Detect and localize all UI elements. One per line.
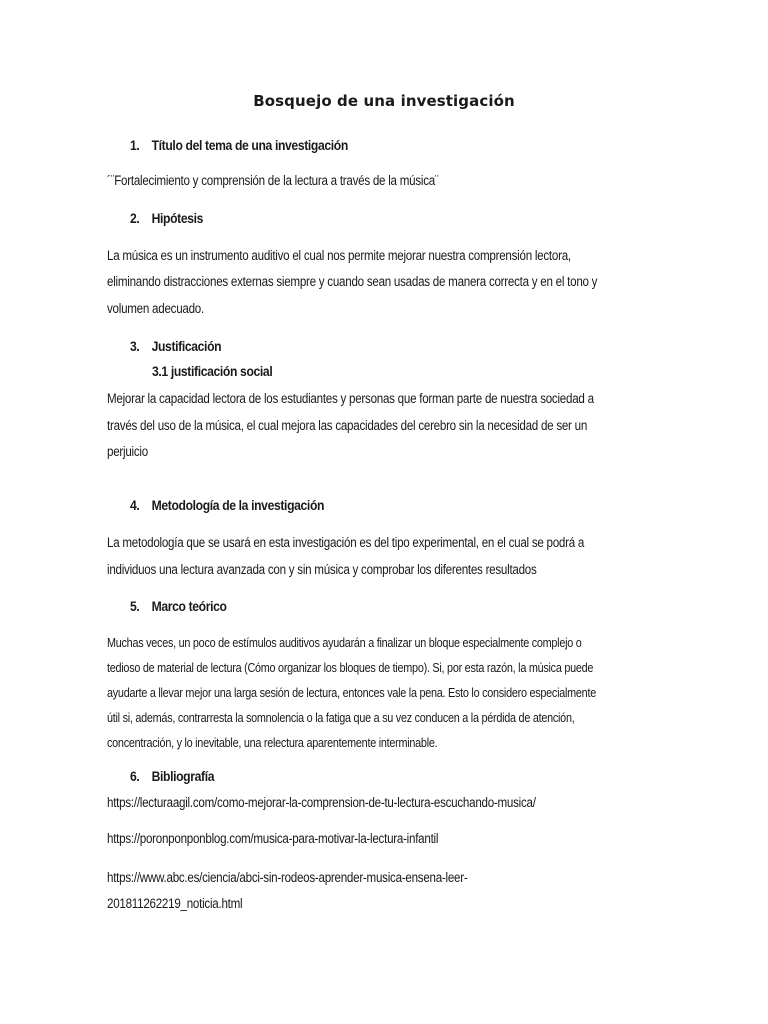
topic-title-line: ´¨Fortalecimiento y comprensión de la lectura a través de la música¨ — [107, 173, 439, 188]
framework-line: tedioso de material de lectura (Cómo organizar los bloques de tiempo). Si, por esta razón, la música puede — [107, 661, 594, 675]
bibliography-link[interactable]: https://poronponponblog.com/musica-para-motivar-la-lectura-infantil — [107, 831, 439, 846]
section-number: 1. — [130, 138, 140, 153]
hypothesis-line: volumen adecuado. — [107, 301, 204, 316]
section-heading-2 — [130, 211, 203, 226]
section-number: 3. — [130, 339, 140, 354]
section-heading-5 — [130, 599, 227, 614]
hypothesis-line: eliminando distracciones externas siempre y cuando sean usadas de manera correcta y en el tono y — [107, 274, 598, 289]
methodology-line: La metodología que se usará en esta investigación es del tipo experimental, en el cual se podrá a — [107, 535, 585, 550]
justification-line: Mejorar la capacidad lectora de los estudiantes y personas que forman parte de nuestra sociedad a — [107, 391, 594, 406]
framework-line: útil si, además, contrarresta la somnolencia o la fatiga que a su vez conducen a la pérdida de atención, — [107, 711, 575, 725]
section-heading-label: Metodología de la investigación — [151, 498, 325, 513]
justification-line: través del uso de la música, el cual mejora las capacidades del cerebro sin la necesidad de ser un — [107, 418, 588, 433]
section-number: 6. — [130, 769, 140, 784]
bibliography-link[interactable]: https://www.abc.es/ciencia/abci-sin-rodeos-aprender-musica-ensena-leer- — [107, 870, 468, 885]
justification-subheading: 3.1 justificación social — [152, 364, 273, 379]
section-heading-label: Bibliografía — [151, 769, 215, 784]
document-title: Bosquejo de una investigación — [253, 92, 515, 110]
justification-line: perjuicio — [107, 444, 148, 459]
section-number: 5. — [130, 599, 140, 614]
section-heading-6 — [130, 769, 214, 784]
bibliography-link[interactable]: https://lecturaagil.com/como-mejorar-la-comprension-de-tu-lectura-escuchando-musica/ — [107, 795, 536, 810]
section-heading-1 — [130, 138, 348, 153]
framework-line: ayudarte a llevar mejor una larga sesión de lectura, entonces vale la pena. Esto lo considero especialmente — [107, 686, 596, 700]
methodology-line: individuos una lectura avanzada con y sin música y comprobar los diferentes resultados — [107, 562, 537, 577]
section-heading-3 — [130, 339, 221, 354]
section-number: 4. — [130, 498, 140, 513]
section-heading-4 — [130, 498, 324, 513]
bibliography-link-continuation[interactable]: 201811262219_noticia.html — [107, 896, 243, 911]
framework-line: concentración, y lo inevitable, una relectura aparentemente interminable. — [107, 736, 438, 750]
section-heading-label: Justificación — [151, 339, 222, 354]
section-heading-label: Hipótesis — [151, 211, 204, 226]
hypothesis-line: La música es un instrumento auditivo el cual nos permite mejorar nuestra comprensión lectora, — [107, 248, 571, 263]
section-number: 2. — [130, 211, 140, 226]
framework-line: Muchas veces, un poco de estímulos auditivos ayudarán a finalizar un bloque especialmente complejo o — [107, 636, 582, 650]
section-heading-label: Marco teórico — [151, 599, 227, 614]
section-heading-label: Título del tema de una investigación — [151, 138, 348, 153]
